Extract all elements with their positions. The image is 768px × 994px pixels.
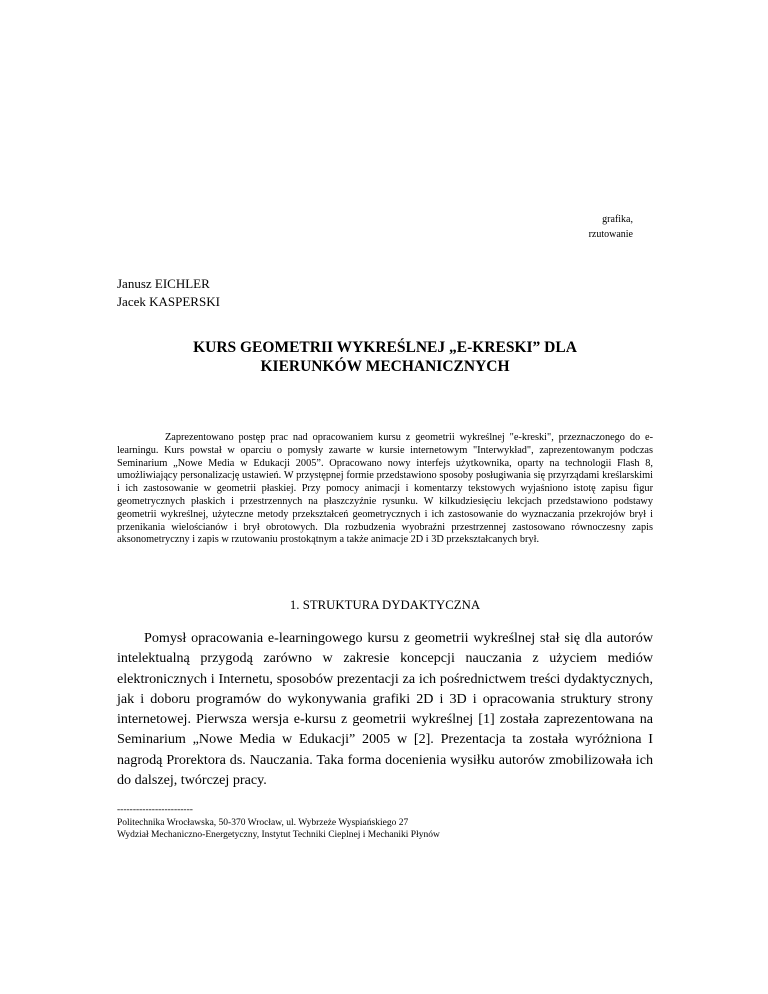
abstract: Zaprezentowano postęp prac nad opracowaniem kursu z geometrii wykreślnej "e-kreski", przeznaczonego do e-learningu. Kurs powstał w oparciu o pomysły zawarte w kursie internetowym "Interwykład", zaprezentowanym podczas Seminarium „Nowe Media w Edukacji 2005”. Opracowano nowy interfejs użytkownika, oparty na technologii Flash 8, umożliwiający personalizację ustawień. W przystępnej formie przedstawiono sposoby posługiwania się przyrządami kreślarskimi i ich zastosowanie w geometrii płaskiej. Przy pomocy animacji i komentarzy tekstowych wyjaśniono istotę zapisu figur geometrycznych płaskich i przestrzennych na płaszczyźnie rysunku. W kilkudziesięciu lekcjach przedstawiono podstawy geometrii wykreślnej, użyteczne metody przekształceń geometrycznych i ich zastosowanie do wyznaczania przekrojów brył i przenikania wielościanów i brył obrotowych. Dla rozbudzenia wyobraźni przestrzennej zastosowano równoczesny zapis aksonometryczny i zapis w rzutowaniu prostokątnym a także animacje 2D i 3D przekształcanych brył. [117, 432, 653, 546]
paper-title [117, 338, 653, 376]
footnote-line: Wydział Mechaniczno-Energetyczny, Instytut Techniki Cieplnej i Mechaniki Płynów [117, 830, 440, 840]
authors [117, 275, 220, 311]
keyword-line: rzutowanie [588, 229, 633, 240]
keyword-line: grafika, [602, 214, 633, 225]
author-name: Jacek KASPERSKI [117, 294, 220, 309]
keywords [589, 212, 633, 242]
footnote [117, 804, 440, 842]
author-name: Janusz EICHLER [117, 276, 210, 291]
section-heading: 1. STRUKTURA DYDAKTYCZNA [289, 598, 481, 612]
footnote-line: Politechnika Wrocławska, 50-370 Wrocław, ul. Wybrzeże Wyspiańskiego 27 [117, 817, 409, 828]
body-paragraph: Pomysł opracowania e-learningowego kursu z geometrii wykreślnej stał się dla autorów intelektualną przygodą zarówno w zakresie koncepcji nauczania z użyciem mediów elektronicznych i Internetu, sposobów prezentacji za ich pośrednictwem treści dydaktycznych, jak i doboru programów do wykonywania grafiki 2D i 3D i opracowania struktury strony internetowej. Pierwsza wersja e-kursu z geometrii wykreślnej [1] została zaprezentowana na Seminarium „Nowe Media w Edukacji” 2005 w [2]. Prezentacja ta została wyróżniona I nagrodą Prorektora ds. Nauczania. Taka forma docenienia wysiłku autorów zmobilizowała ich do dalszej, twórczej pracy. [117, 630, 653, 789]
title-line: KURS GEOMETRII WYKREŚLNEJ „E-KRESKI” DLA [193, 339, 577, 356]
footnote-rule: ------------------------ [117, 805, 193, 815]
title-line: KIERUNKÓW MECHANICZNYCH [260, 358, 510, 375]
